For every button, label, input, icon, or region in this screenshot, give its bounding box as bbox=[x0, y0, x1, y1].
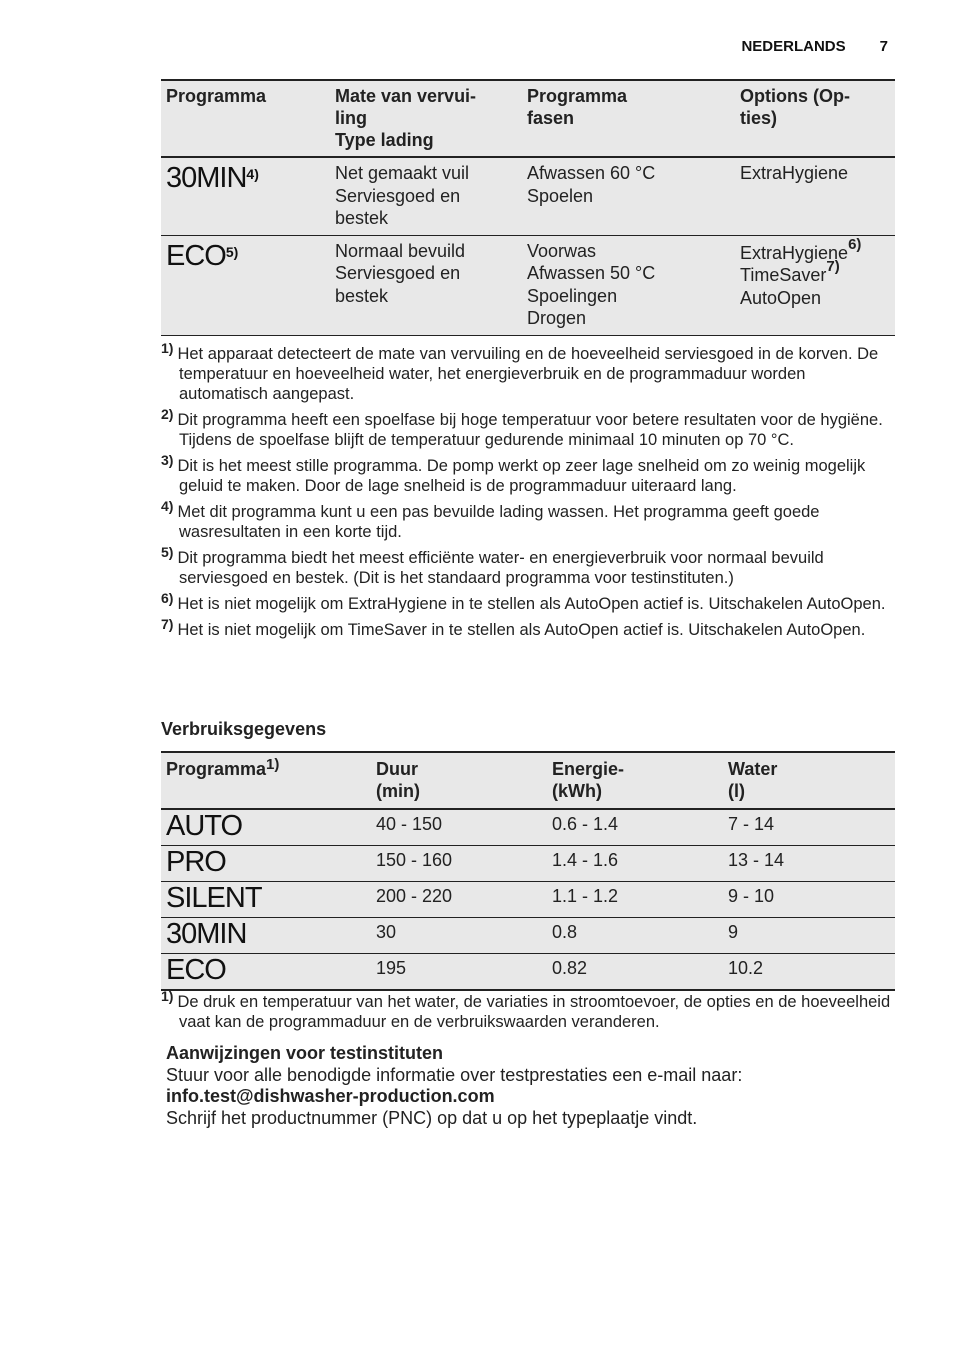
duration-cell: 200 - 220 bbox=[371, 882, 547, 918]
option-line bbox=[740, 258, 890, 287]
header-duration bbox=[371, 752, 547, 809]
soiling-line: bestek bbox=[335, 208, 389, 228]
footnote-ref: 6) bbox=[848, 235, 862, 253]
header-phases bbox=[522, 80, 735, 157]
duration-cell: 40 - 150 bbox=[371, 809, 547, 846]
program-name bbox=[161, 918, 371, 954]
table-row bbox=[161, 846, 895, 882]
program-symbol: ECO bbox=[166, 239, 226, 272]
footnote bbox=[161, 590, 895, 614]
option-text: ExtraHygiene bbox=[740, 163, 849, 183]
footnote bbox=[161, 544, 895, 588]
water-cell: 9 bbox=[723, 918, 895, 954]
option-text: ExtraHygiene bbox=[740, 242, 849, 263]
footnote-number: 4) bbox=[161, 498, 174, 514]
energy-cell: 1.4 - 1.6 bbox=[547, 846, 723, 882]
footnote-text: De druk en temperatuur van het water, de variaties in stroomtoevoer, de opties en de hoeveelheid vaat kan de programmaduur en de verbruikswaarden veranderen. bbox=[177, 993, 891, 1031]
duration-cell: 150 - 160 bbox=[371, 846, 547, 882]
header-label: Programma fasen bbox=[527, 86, 628, 128]
footnote-ref: 1) bbox=[266, 756, 280, 773]
soiling-line: Normaal bevuild bbox=[335, 240, 466, 261]
water-cell: 7 - 14 bbox=[723, 809, 895, 846]
header-programma bbox=[161, 80, 330, 157]
table-row bbox=[161, 918, 895, 954]
soiling-cell bbox=[330, 235, 522, 335]
soiling-line: Serviesgoed en bbox=[335, 185, 461, 206]
consumption-table bbox=[161, 751, 895, 991]
program-name bbox=[161, 954, 371, 991]
header-label: Programma bbox=[166, 759, 267, 779]
option-text: TimeSaver bbox=[740, 265, 827, 285]
energy-cell: 1.1 - 1.2 bbox=[547, 882, 723, 918]
footnote-text: Met dit programma kunt u een pas bevuilde lading wassen. Het programma geeft goede wasresultaten in een korte tijd. bbox=[177, 503, 820, 541]
footnote-number: 5) bbox=[161, 544, 174, 560]
test-info-line: Stuur voor alle benodigde informatie over testprestaties een e-mail naar: bbox=[166, 1064, 743, 1085]
program-name bbox=[161, 809, 371, 846]
footnote-text: Dit programma biedt het meest efficiënte water- en energieverbruik voor normaal bevuild serviesgoed en bestek. (Dit is het standaard programma voor testinstituten.) bbox=[177, 549, 824, 587]
header-energy bbox=[547, 752, 723, 809]
table-row bbox=[161, 809, 895, 846]
header-label: Duur (min) bbox=[376, 759, 420, 801]
footnote-number: 1) bbox=[161, 340, 174, 356]
program-symbol: 30MIN bbox=[166, 918, 247, 950]
program-symbol: PRO bbox=[166, 846, 226, 878]
language-label: NEDERLANDS bbox=[741, 38, 846, 55]
header-programma bbox=[161, 752, 371, 809]
footnote-ref: 4) bbox=[246, 166, 259, 182]
footnote-number: 3) bbox=[161, 452, 174, 468]
header-label: Mate van vervui- ling Type lading bbox=[335, 86, 477, 150]
program-symbol: SILENT bbox=[166, 882, 262, 914]
water-cell: 13 - 14 bbox=[723, 846, 895, 882]
footnote-text: Het is niet mogelijk om TimeSaver in te stellen als AutoOpen actief is. Uitschakelen AutoOpen. bbox=[177, 621, 866, 639]
page-header bbox=[741, 38, 888, 55]
program-table-header bbox=[161, 80, 895, 157]
test-info-line: Schrijf het productnummer (PNC) op dat u op het typeplaatje vindt. bbox=[166, 1107, 698, 1128]
footnote-text: Het is niet mogelijk om ExtraHygiene in te stellen als AutoOpen actief is. Uitschakelen AutoOpen. bbox=[177, 595, 886, 613]
program-name bbox=[161, 846, 371, 882]
test-institute-info bbox=[166, 1043, 742, 1129]
table-row bbox=[161, 235, 895, 335]
program-cell bbox=[161, 235, 330, 335]
footnote-number: 2) bbox=[161, 406, 174, 422]
option-text: AutoOpen bbox=[740, 287, 822, 308]
footnote bbox=[161, 406, 895, 450]
footnote-number: 1) bbox=[161, 988, 174, 1004]
duration-cell: 30 bbox=[371, 918, 547, 954]
footnote bbox=[161, 988, 895, 1032]
footnote-ref: 5) bbox=[225, 243, 239, 260]
phase-line: Voorwas bbox=[527, 240, 597, 261]
footnote-text: Het apparaat detecteert de mate van vervuiling en de hoeveelheid serviesgoed in de korven. De temperatuur en hoeveelheid water, het energieverbruik en de programmaduur worden automatisch aangepast. bbox=[177, 345, 879, 403]
options-cell bbox=[735, 157, 895, 235]
consumption-table-header bbox=[161, 752, 895, 809]
footnote-text: Dit programma heeft een spoelfase bij hoge temperatuur voor betere resultaten voor de hygiëne. Tijdens de spoelfase blijft de temperatuur gedurende minimaal 10 minuten op 70 °C. bbox=[177, 411, 883, 449]
program-symbol: 30MIN bbox=[166, 162, 247, 194]
table-row bbox=[161, 157, 895, 235]
footnote bbox=[161, 340, 895, 404]
phase-line: Afwassen 50 °C bbox=[527, 263, 656, 283]
energy-cell: 0.6 - 1.4 bbox=[547, 809, 723, 846]
header-soiling bbox=[330, 80, 522, 157]
page-number: 7 bbox=[879, 38, 888, 55]
table-row bbox=[161, 954, 895, 991]
program-name bbox=[161, 882, 371, 918]
phase-line: Spoelingen bbox=[527, 285, 618, 306]
footnote bbox=[161, 452, 895, 496]
phase-line: Drogen bbox=[527, 308, 587, 328]
soiling-line: bestek bbox=[335, 285, 389, 306]
footnote-number: 6) bbox=[161, 590, 174, 606]
soiling-cell bbox=[330, 157, 522, 235]
footnote-number: 7) bbox=[161, 616, 174, 632]
soiling-line: Serviesgoed en bbox=[335, 263, 461, 283]
option-line bbox=[740, 235, 890, 265]
phase-line: Afwassen 60 °C bbox=[527, 163, 656, 183]
program-cell bbox=[161, 157, 330, 235]
header-options bbox=[735, 80, 895, 157]
header-label: Programma bbox=[166, 86, 267, 106]
header-label: Options (Op- ties) bbox=[740, 86, 850, 128]
section-title: Verbruiksgegevens bbox=[161, 719, 327, 739]
program-symbol: ECO bbox=[166, 954, 226, 986]
duration-cell: 195 bbox=[371, 954, 547, 991]
consumption-footnote bbox=[161, 988, 895, 1038]
option-line bbox=[740, 162, 890, 185]
program-symbol: AUTO bbox=[166, 810, 243, 842]
water-cell: 9 - 10 bbox=[723, 882, 895, 918]
energy-cell: 0.8 bbox=[547, 918, 723, 954]
header-water bbox=[723, 752, 895, 809]
footnotes bbox=[161, 340, 895, 646]
phases-cell bbox=[522, 235, 735, 335]
footnote-text: Dit is het meest stille programma. De pomp werkt op zeer lage snelheid om zo weinig mogelijk geluid te maken. Door de lage snelheid is de programmaduur uiteraard lang. bbox=[177, 457, 866, 495]
phase-line: Spoelen bbox=[527, 185, 594, 206]
water-cell: 10.2 bbox=[723, 954, 895, 991]
options-cell bbox=[735, 235, 895, 335]
email-address: info.test@dishwasher-production.com bbox=[166, 1086, 495, 1106]
option-line bbox=[740, 287, 890, 310]
footnote bbox=[161, 616, 895, 640]
header-label: Water (l) bbox=[728, 759, 778, 801]
table-row bbox=[161, 882, 895, 918]
footnote-ref: 7) bbox=[826, 258, 840, 275]
energy-cell: 0.82 bbox=[547, 954, 723, 991]
soiling-line: Net gemaakt vuil bbox=[335, 163, 470, 183]
program-table bbox=[161, 79, 895, 336]
test-info-title: Aanwijzingen voor testinstituten bbox=[166, 1043, 444, 1063]
footnote bbox=[161, 498, 895, 542]
header-label: Energie- (kWh) bbox=[552, 759, 625, 801]
phases-cell bbox=[522, 157, 735, 235]
